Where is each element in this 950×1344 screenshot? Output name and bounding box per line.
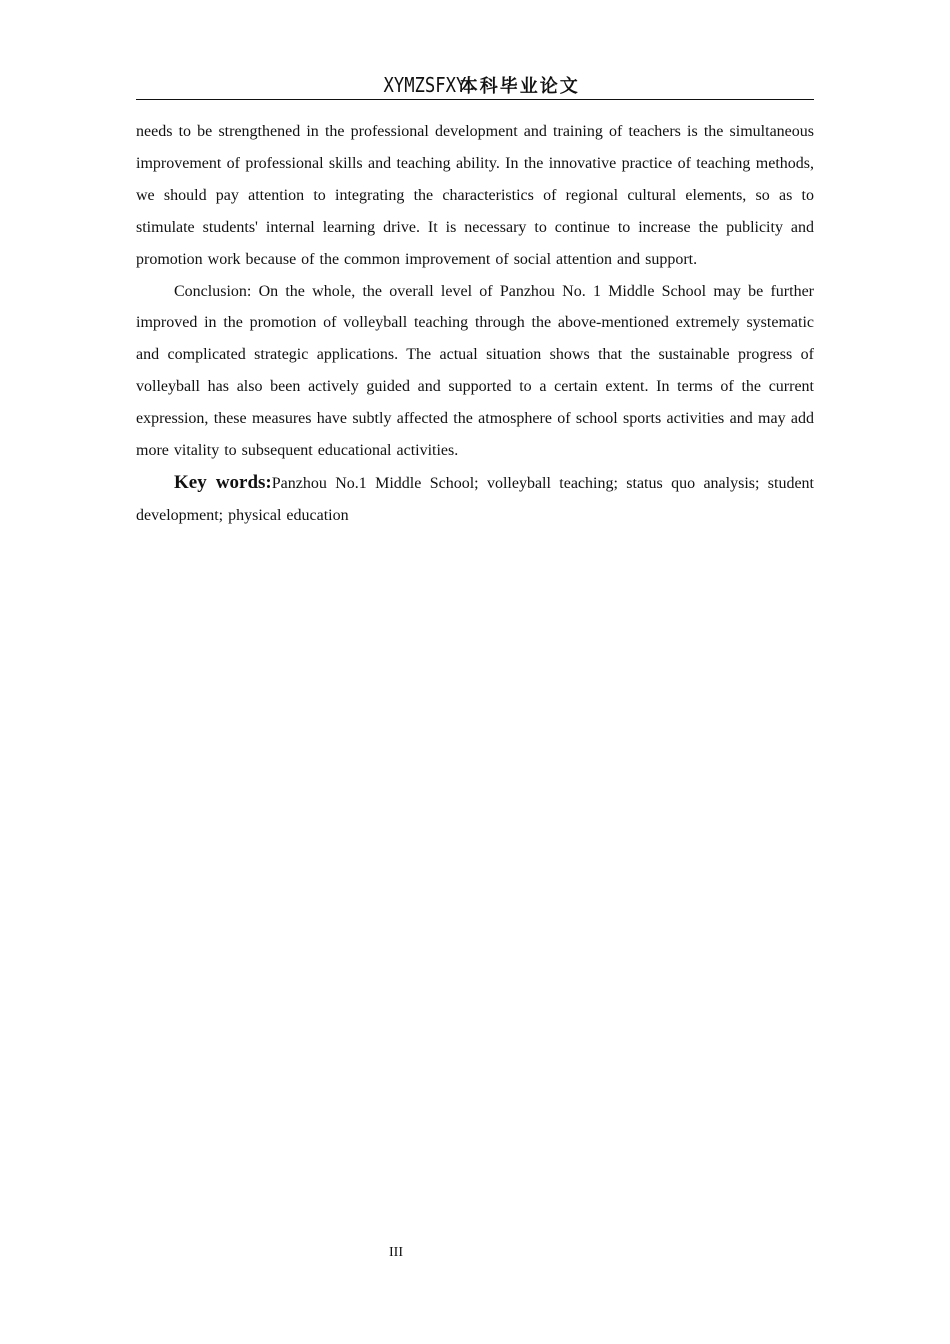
- header-thesis-title: 本科毕业论文: [459, 76, 580, 97]
- keywords-line: [136, 467, 814, 532]
- keywords-label: Key words:: [174, 471, 272, 493]
- running-header: [136, 70, 814, 100]
- keywords-list: Panzhou No.1 Middle School; volleyball teaching; status quo analysis; student development; physical education: [136, 474, 815, 524]
- abstract-body: [136, 116, 814, 532]
- header-school-code: XYMZSFXY: [383, 73, 467, 97]
- page-number: III: [389, 1245, 403, 1260]
- abstract-paragraph-continued: needs to be strengthened in the professional development and training of teachers is the simultaneous improvement of professional skills and teaching ability. In the innovative practice of teaching methods, we should pay attention to integrating the characteristics of regional cultural elements, so as to stimulate students' internal learning drive. It is necessary to continue to increase the publicity and promotion work because of the common improvement of social attention and support.: [136, 123, 814, 268]
- abstract-conclusion-paragraph: Conclusion: On the whole, the overall level of Panzhou No. 1 Middle School may be further improved in the promotion of volleyball teaching through the above-mentioned extremely systematic and complicated strategic applications. The actual situation shows that the sustainable progress of volleyball has also been actively guided and supported to a certain extent. In terms of the current expression, these measures have subtly affected the atmosphere of school sports activities and may add more vitality to subsequent educational activities.: [136, 282, 814, 460]
- header-divider: [136, 99, 814, 100]
